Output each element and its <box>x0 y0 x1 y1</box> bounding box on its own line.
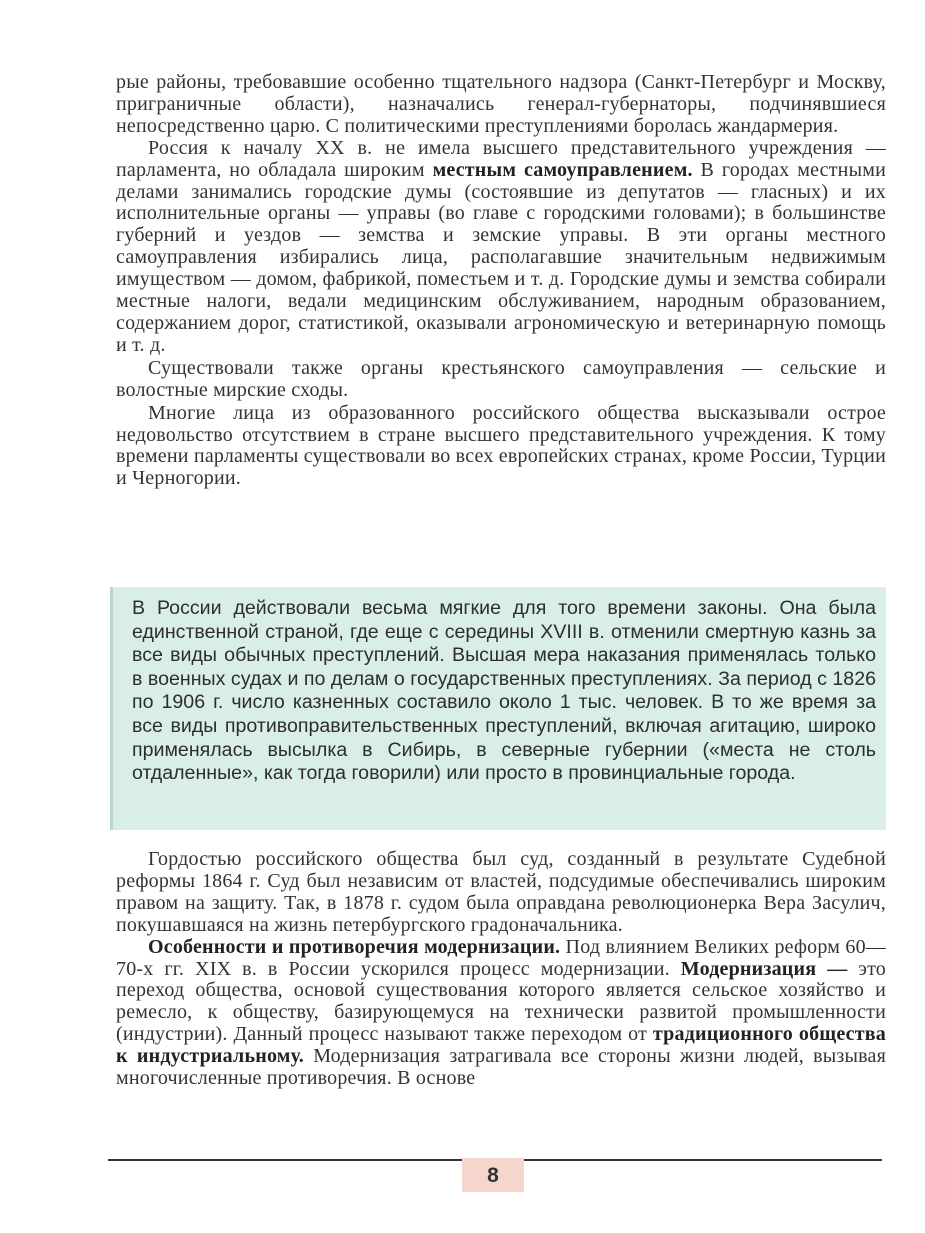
main-text-upper <box>116 72 886 490</box>
paragraph-1: рые районы, требовавшие особенно тщательного надзора (Санкт-Петербург и Москву, приграничные области), назначались генерал-губернаторы, подчинявшиеся непосредственно царю. С политическими преступлениями боролась жандармерия. <box>116 71 886 137</box>
section-heading-modernization: Особенности и противоречия модернизации. <box>148 935 561 958</box>
paragraph-2 <box>116 138 886 357</box>
paragraph-6-text-a: Под влиянием Великих реформ 60—70-х гг. XIX в. в России ускорился процесс модернизации. <box>116 935 886 980</box>
paragraph-4: Многие лица из образованного российского общества высказывали острое недовольство отсутствием в стране высшего представительного учреждения. К тому времени парламенты существовали во всех европейских странах, кроме России, Турции и Черногории. <box>116 401 886 490</box>
page-number: 8 <box>462 1158 524 1192</box>
paragraph-6-text-b: это переход общества, основой существования которого является сельское хозяйство и ремесло, к обществу, базирующемуся на технически развитой промышленности (индустрии). Данный процесс называют также переходом от <box>116 957 886 1046</box>
main-text-lower <box>116 849 886 1090</box>
term-local-self-government: местным самоуправлением. <box>432 158 693 181</box>
paragraph-2-text-b: В городах местными делами занимались городские думы (состоявшие из депутатов — гласных) и их исполнительные органы — управы (во главе с городскими головами); в большинстве губерний и уездов — земства и земские управы. В эти органы местного самоуправления избирались лица, располагавшие значительным недвижимым имуществом — домом, фабрикой, поместьем и т. д. Городские думы и земства собирали местные налоги, ведали медицинским обслуживанием, народным образованием, содержанием дорог, статистикой, оказывали агрономическую и ветеринарную помощь и т. д. <box>116 158 886 356</box>
term-modernization: Модернизация — <box>680 957 848 980</box>
paragraph-6 <box>116 937 886 1090</box>
paragraph-5: Гордостью российского общества был суд, созданный в результате Судебной реформы 1864 г. Суд был независим от властей, подсудимые обеспечивались широким правом на защиту. Так, в 1878 г. судом была оправдана революционерка Вера Засулич, покушавшаяся на жизнь петербургского градоначальника. <box>116 848 886 936</box>
highlight-note-box <box>110 587 886 830</box>
paragraph-3: Существовали также органы крестьянского самоуправления — сельские и волостные мирские сходы. <box>116 356 886 401</box>
paragraph-6-text-c: Модернизация затрагивала все стороны жизни людей, вызывая многочисленные противоречия. В основе <box>116 1045 886 1090</box>
term-traditional-to-industrial: традиционного общества к индустриальному. <box>116 1023 886 1068</box>
paragraph-2-text-a: Россия к началу XX в. не имела высшего представительного учреждения — парламента, но обладала широким <box>116 136 886 181</box>
note-text: В России действовали весьма мягкие для того времени законы. Она была единственной страной, где еще с середины XVIII в. отменили смертную казнь за все виды обычных преступлений. Высшая мера наказания применялась только в военных судах и по делам о государственных преступлениях. За период с 1826 по 1906 г. число казненных составило около 1 тыс. человек. В то же время за все виды противоправительственных преступлений, включая агитацию, широко применялась высылка в Сибирь, в северные губернии («места не столь отдаленные», как тогда говорили) или просто в провинциальные города. <box>132 597 876 785</box>
